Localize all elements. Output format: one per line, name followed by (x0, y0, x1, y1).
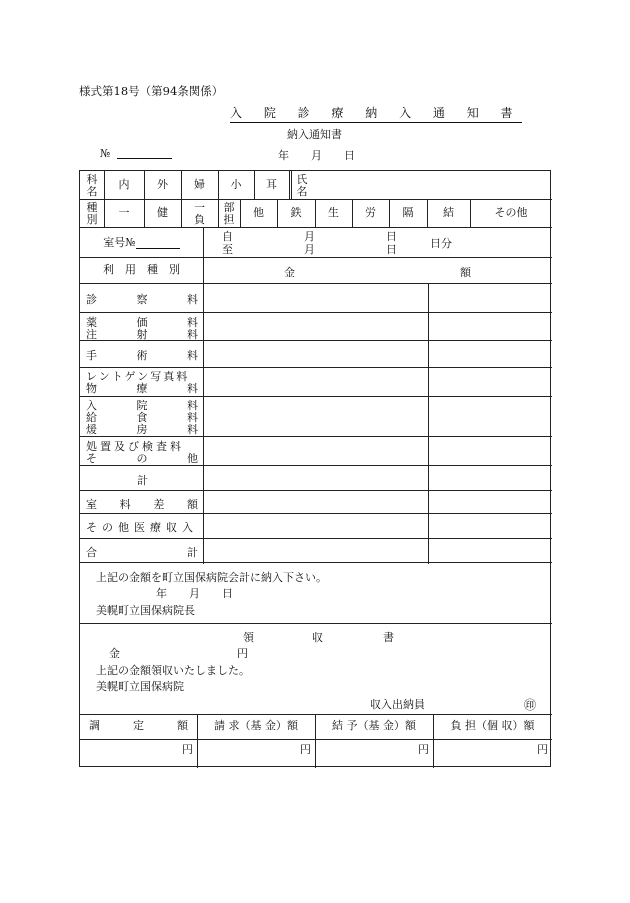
department-label: 科 名 (86, 173, 98, 198)
receipt-title-3: 書 (383, 631, 394, 644)
from-day-label: 日 (386, 230, 397, 243)
room-number[interactable]: 室号№ (80, 237, 203, 249)
document-title: 入 院 診 療 納 入 通 知 書 (230, 104, 522, 123)
fee-row-meals: 給 食 料 (86, 411, 198, 424)
fee-row-consultation: 診 察 料 (86, 293, 198, 306)
dept-ent[interactable]: 耳 (266, 178, 277, 191)
settled-amount-header: 結 予（基 金）額 (332, 719, 416, 732)
adjusted-amount-yen: 円 (182, 743, 193, 756)
issue-date: 年 月 日 (278, 149, 355, 162)
payment-issuer: 美幌町立国保病院長 (96, 604, 195, 617)
category-ta[interactable]: 他 (253, 206, 264, 219)
fee-row-hospitalization: 入 院 料 (86, 399, 198, 412)
receipt-amount-label: 金 (109, 647, 120, 660)
receipt-hospital: 美幌町立国保病院 (96, 680, 184, 693)
payment-date: 年 月 日 (156, 587, 233, 600)
borne-amount-header: 負 担（個 収）額 (450, 719, 535, 732)
borne-amount-yen: 円 (537, 743, 548, 756)
payment-instruction: 上記の金額を町立国保病院会計に納入下さい。 (96, 571, 327, 584)
category-sei[interactable]: 生 (328, 206, 339, 219)
billed-amount-yen: 円 (300, 743, 311, 756)
fee-row-physiotherapy: 物 療 料 (86, 382, 198, 395)
category-sonota[interactable]: その他 (494, 206, 528, 219)
category-tetsu[interactable]: 鉄 (290, 206, 302, 219)
receipt-title-1: 領 (243, 631, 254, 644)
fee-row-procedures: 処置及び検査料 (86, 440, 184, 453)
fee-row-xray: レントゲン写真料 (86, 370, 190, 383)
amount-header-left: 金 (284, 266, 295, 279)
fee-row-injection: 注 射 料 (86, 328, 198, 341)
receipt-received-text: 上記の金額領収いたしました。 (96, 664, 250, 677)
usage-type-header: 利 用 種 別 (103, 263, 180, 276)
fee-row-subtotal: 計 (137, 474, 148, 487)
receipt-amount-yen: 円 (237, 647, 248, 660)
days-count-label: 日分 (430, 237, 452, 250)
stay-to-label: 至 (222, 243, 233, 256)
dept-internal[interactable]: 内 (118, 178, 130, 191)
fee-row-other: そ の 他 (86, 452, 198, 465)
fee-row-medicine: 薬 価 料 (86, 316, 198, 329)
category-ippan-futan[interactable]: 一 負 (194, 201, 205, 226)
fee-row-heating: 煖 房 料 (86, 423, 198, 436)
fee-row-room-difference: 室 料 差 額 (86, 498, 198, 511)
adjusted-amount-header: 調 定 額 (89, 719, 188, 732)
form-number: 様式第18号（第94条関係） (79, 84, 224, 98)
dept-surgery[interactable]: 外 (157, 178, 168, 191)
amount-header-right: 額 (460, 266, 471, 279)
document-subtitle: 納入通知書 (287, 128, 342, 141)
category-ichi[interactable]: 一 (118, 206, 130, 219)
patient-name-label: 氏 名 (296, 173, 308, 198)
category-kaku[interactable]: 隔 (402, 206, 414, 219)
billed-amount-header: 請 求（基 金）額 (214, 719, 298, 732)
category-bubun-futan[interactable]: 部 担 (223, 201, 235, 226)
patient-name-field[interactable] (314, 174, 550, 196)
number-label: № (100, 147, 111, 160)
notice-form (79, 170, 551, 767)
stay-from-label: 自 (222, 230, 233, 243)
settled-amount-yen: 円 (418, 743, 429, 756)
cashier-label: 収入出納員 (370, 698, 425, 711)
seal-mark: ㊞ (524, 698, 537, 712)
category-rou[interactable]: 労 (365, 206, 376, 219)
to-day-label: 日 (386, 243, 397, 256)
dept-gynecology[interactable]: 婦 (194, 178, 205, 191)
fee-row-surgery: 手 術 料 (86, 349, 198, 362)
category-ketsu[interactable]: 結 (443, 206, 454, 219)
from-month-label: 月 (304, 230, 315, 243)
fee-row-other-medical-income: その他医療収入 (86, 521, 198, 534)
category-label: 種 別 (86, 201, 98, 226)
receipt-title-2: 収 (312, 631, 323, 644)
fee-row-total: 合 計 (86, 546, 198, 559)
number-field[interactable] (117, 158, 172, 159)
category-ken[interactable]: 健 (157, 206, 168, 219)
dept-pediatrics[interactable]: 小 (230, 178, 242, 191)
to-month-label: 月 (304, 243, 315, 256)
